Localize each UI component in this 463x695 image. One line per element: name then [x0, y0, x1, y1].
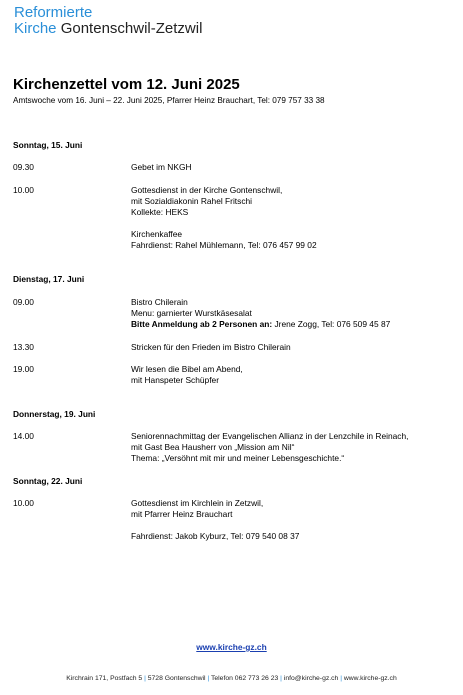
footer-separator: |	[340, 675, 342, 682]
event-line: mit Gast Bea Hausherr von „Mission am Nil“	[131, 442, 295, 452]
event-line: Thema: „Versöhnt mit mir und meiner Lebensgeschichte.“	[131, 453, 345, 463]
day-heading: Sonntag, 22. Juni	[13, 476, 83, 486]
event-line: Wir lesen die Bibel am Abend,	[131, 364, 243, 374]
event-line: mit Sozialdiakonin Rahel Fritschi	[131, 196, 253, 206]
footer-town: 5728 Gontenschwil	[147, 675, 206, 682]
event-line-blank	[131, 520, 299, 531]
event-time: 13.30	[13, 342, 34, 352]
event-time: 10.00	[13, 498, 34, 508]
church-logo	[14, 5, 202, 37]
event-description	[131, 297, 390, 330]
event-description	[131, 342, 291, 353]
logo-place: Gontenschwil-Zetzwil	[60, 20, 203, 37]
day-heading: Sonntag, 15. Juni	[13, 140, 83, 150]
event-time: 14.00	[13, 431, 34, 441]
footer-address	[0, 675, 463, 682]
event-time: 19.00	[13, 364, 34, 374]
event-line: mit Pfarrer Heinz Brauchart	[131, 509, 233, 519]
event-line: Fahrdienst: Jakob Kyburz, Tel: 079 540 08 37	[131, 531, 300, 541]
registration-contact: Jrene Zogg, Tel: 076 509 45 87	[272, 319, 391, 329]
logo-line-1: Reformierte	[14, 4, 93, 21]
event-line: Gottesdienst in der Kirche Gontenschwil,	[131, 185, 283, 195]
event-description	[131, 364, 243, 386]
footer-website[interactable]: www.kirche-gz.ch	[343, 675, 397, 682]
event-line: mit Hanspeter Schüpfer	[131, 375, 219, 385]
event-description	[131, 185, 317, 251]
day-heading: Donnerstag, 19. Juni	[13, 409, 96, 419]
footer-email[interactable]: info@kirche-gz.ch	[283, 675, 339, 682]
footer-street: Kirchrain 171, Postfach 5	[66, 675, 143, 682]
day-heading: Dienstag, 17. Juni	[13, 274, 85, 284]
event-line: Fahrdienst: Rahel Mühlemann, Tel: 076 457 99 02	[131, 240, 317, 250]
event-description	[131, 498, 299, 542]
event-line: Kirchenkaffee	[131, 229, 183, 239]
event-time: 10.00	[13, 185, 34, 195]
event-description	[131, 431, 408, 464]
footer-separator: |	[207, 675, 210, 682]
event-description	[131, 162, 192, 173]
event-line: Gottesdienst im Kirchlein in Zetzwil,	[131, 498, 264, 508]
event-line: Menu: garnierter Wurstkäsesalat	[131, 308, 252, 318]
registration-label: Bitte Anmeldung ab 2 Personen an:	[131, 319, 273, 329]
event-line-blank	[131, 218, 317, 229]
logo-line-2	[14, 21, 202, 37]
page-title: Kirchenzettel vom 12. Juni 2025	[13, 76, 240, 93]
website-link[interactable]: www.kirche-gz.ch	[196, 642, 267, 652]
logo-kirche: Kirche	[14, 20, 57, 37]
event-line: Seniorennachmittag der Evangelischen Allianz in der Lenzchile in Reinach,	[131, 431, 409, 441]
footer-separator: |	[144, 675, 146, 682]
event-line-registration	[131, 319, 390, 330]
event-line: Stricken für den Frieden im Bistro Chilerain	[131, 342, 291, 352]
event-time: 09.30	[13, 162, 34, 172]
event-line: Gebet im NKGH	[131, 162, 192, 172]
event-line: Kollekte: HEKS	[131, 207, 189, 217]
page-subtitle: Amtswoche vom 16. Juni – 22. Juni 2025, Pfarrer Heinz Brauchart, Tel: 079 757 33 38	[13, 96, 325, 105]
event-time: 09.00	[13, 297, 34, 307]
event-line: Bistro Chilerain	[131, 297, 188, 307]
footer-phone: Telefon 062 773 26 23	[210, 675, 279, 682]
footer-separator: |	[280, 675, 282, 682]
